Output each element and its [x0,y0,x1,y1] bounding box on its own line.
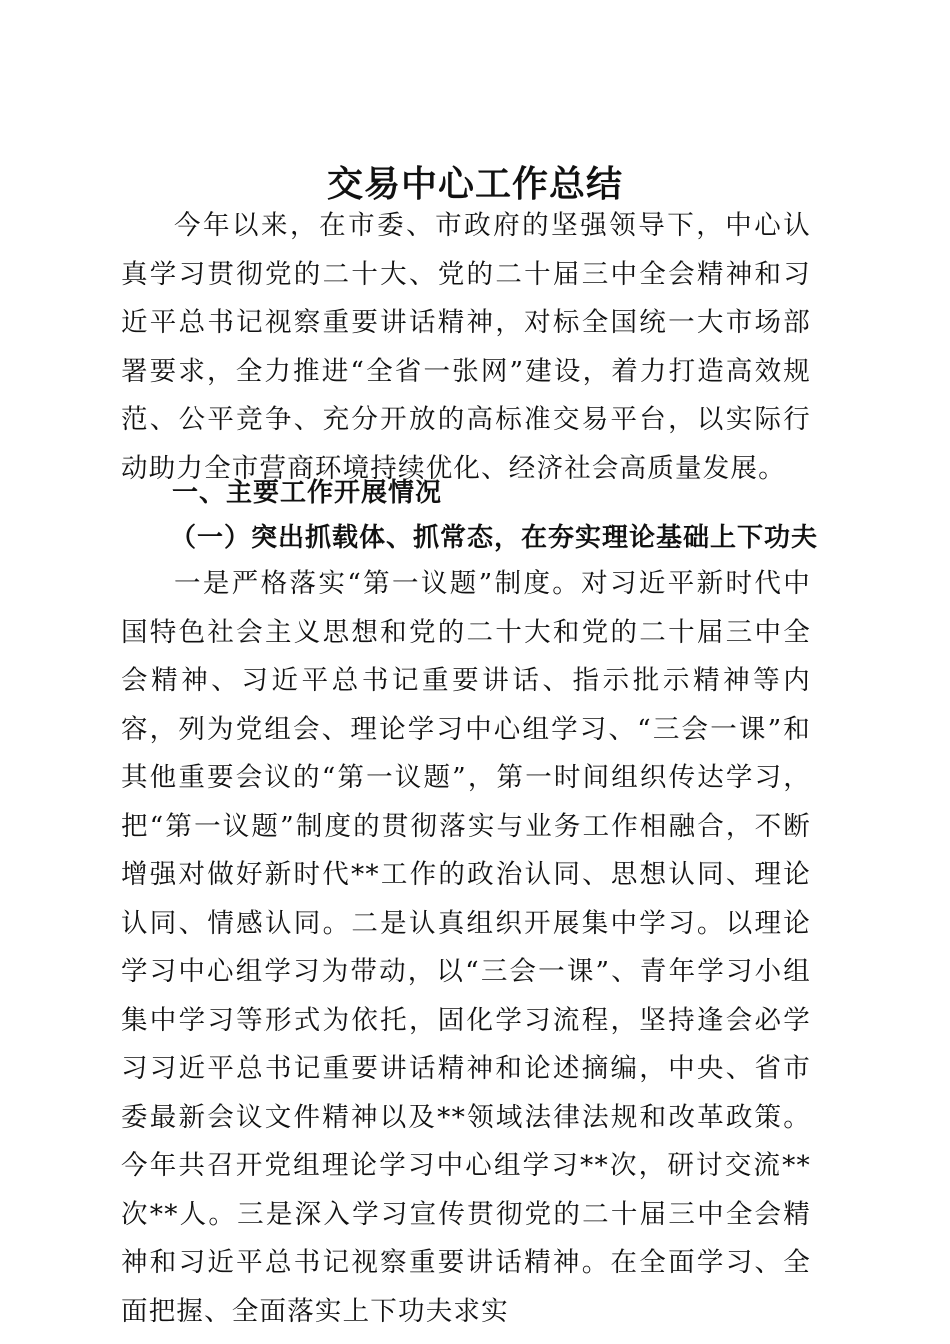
body-paragraph: 一是严格落实“第一议题”制度。对习近平新时代中国特色社会主义思想和党的二十大和党的二十届三中全会精神、习近平总书记重要讲话、指示批示精神等内容，列为党组会、理论学习中心组学习、“三会一课”和其他重要会议的“第一议题”，第一时间组织传达学习，把“第一议题”制度的贯彻落实与业务工作相融合，不断增强对做好新时代**工作的政治认同、思想认同、理论认同、情感认同。二是认真组织开展集中学习。以理论学习中心组学习为带动，以“三会一课”、青年学习小组集中学习等形式为依托，固化学习流程，坚持逢会必学习习近平总书记重要讲话精神和论述摘编，中央、省市委最新会议文件精神以及**领域法律法规和改革政策。今年共召开党组理论学习中心组学习**次，研讨交流**次**人。三是深入学习宣传贯彻党的二十届三中全会精神和习近平总书记视察重要讲话精神。在全面学习、全面把握、全面落实上下功夫求实 [121,568,811,1327]
section-heading: 一、主要工作开展情况 [172,478,443,508]
intro-paragraph: 今年以来，在市委、市政府的坚强领导下，中心认真学习贯彻党的二十大、党的二十届三中全会精神和习近平总书记视察重要讲话精神，对标全国统一大市场部署要求，全力推进“全省一张网”建设，着力打造高效规范、公平竞争、充分开放的高标准交易平台，以实际行动助力全市营商环境持续优化、经济社会高质量发展。 [121,210,811,484]
subsection-heading: （一）突出抓载体、抓常态，在夯实理论基础上下功夫 [170,523,819,553]
document-title: 交易中心工作总结 [326,163,623,206]
